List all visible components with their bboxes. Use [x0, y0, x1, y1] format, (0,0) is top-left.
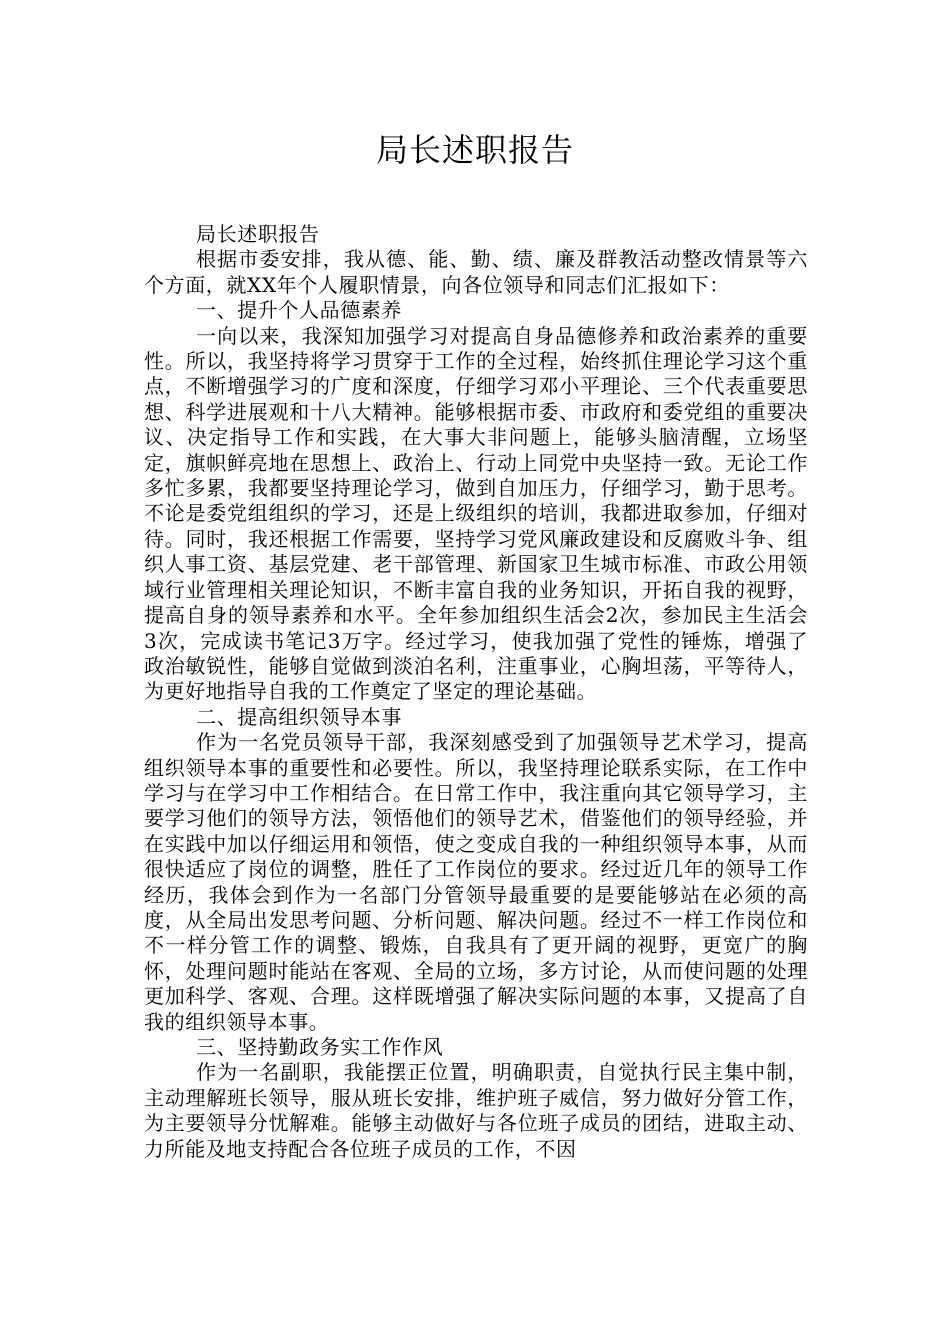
section-heading-2: 二、提高组织领导本事: [196, 704, 402, 729]
section-paragraph-2: 作为一名党员领导干部，我深刻感受到了加强领导艺术学习，提高组织领导本事的重要性和必要性。所以，我坚持理论联系实际，在工作中学习与在学习中工作相结合。在日常工作中，我注重向其它领导学习，主要学习他们的领导方法，领悟他们的领导艺术，借鉴他们的领导经验，并在实践中加以仔细运用和领悟，使之变成自我的一种组织领导本事，从而很快适应了岗位的调整，胜任了工作岗位的要求。经过近几年的领导工作经历，我体会到作为一名部门分管领导最重要的是要能够站在必须的高度，从全局出发思考问题、分析问题、解决问题。经过不一样工作岗位和不一样分管工作的调整、锻炼，自我具有了更开阔的视野，更宽广的胸怀，处理问题时能站在客观、全局的立场，多方讨论，从而使问题的处理更加科学、客观、合理。这样既增强了解决实际问题的本事，又提高了自我的组织领导本事。: [144, 730, 808, 1034]
document-body: [144, 222, 808, 1162]
document-subtitle: 局长述职报告: [196, 222, 320, 246]
document-title: 局长述职报告: [375, 131, 574, 169]
section-paragraph-3: 作为一名副职，我能摆正位置，明确职责，自觉执行民主集中制，主动理解班长领导，服从班长安排，维护班子威信，努力做好分管工作，为主要领导分忧解难。能够主动做好与各位班子成员的团结，进取主动、力所能及地支持配合各位班子成员的工作，不因: [144, 1060, 808, 1161]
section-paragraph-1: 一向以来，我深知加强学习对提高自身品德修养和政治素养的重要性。所以，我坚持将学习贯穿于工作的全过程，始终抓住理论学习这个重点，不断增强学习的广度和深度，仔细学习邓小平理论、三个代表重要思想、科学进展观和十八大精神。能够根据市委、市政府和委党组的重要决议、决定指导工作和实践，在大事大非问题上，能够头脑清醒，立场坚定，旗帜鲜亮地在思想上、政治上、行动上同党中央坚持一致。无论工作多忙多累，我都要坚持理论学习，做到自加压力，仔细学习，勤于思考。不论是委党组组织的学习，还是上级组织的培训，我都进取参加，仔细对待。同时，我还根据工作需要，坚持学习党风廉政建设和反腐败斗争、组织人事工资、基层党建、老干部管理、新国家卫生城市标准、市政公用领域行业管理相关理论知识，不断丰富自我的业务知识，开拓自我的视野，提高自身的领导素养和水平。全年参加组织生活会2次，参加民主生活会3次，完成读书笔记3万字。经过学习，使我加强了党性的锤炼，增强了政治敏锐性，能够自觉做到淡泊名利，注重事业，心胸坦荡，平等待人，为更好地指导自我的工作奠定了坚定的理论基础。: [144, 323, 808, 704]
intro-paragraph: 根据市委安排，我从德、能、勤、绩、廉及群教活动整改情景等六个方面，就XX年个人履职情景，向各位领导和同志们汇报如下：: [144, 247, 808, 297]
section-heading-3: 三、坚持勤政务实工作作风: [196, 1035, 444, 1059]
section-heading-1: 一、提升个人品德素养: [196, 298, 402, 323]
